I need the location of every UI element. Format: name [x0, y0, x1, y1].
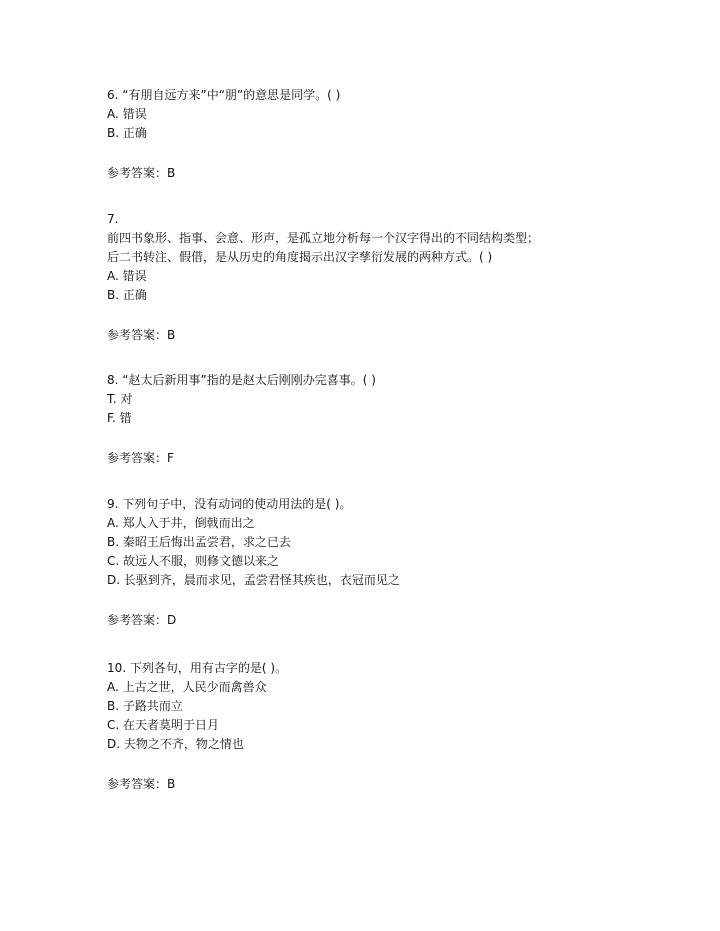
reference-answer: 参考答案：D — [107, 613, 177, 627]
reference-answer: 参考答案：B — [107, 777, 176, 791]
question-stem: 10. 下列各句，用有古字的是( )。 — [107, 661, 288, 675]
question-9 — [107, 495, 647, 630]
option-c: C. 故远人不服，则修文德以来之 — [107, 554, 280, 568]
question-stem: 8. “赵太后新用事”指的是赵太后刚刚办完喜事。( ) — [107, 373, 376, 387]
question-stem-line-1: 前四书象形、指事、会意、形声，是孤立地分析每一个汉字得出的不同结构类型； — [107, 231, 540, 245]
option-d: D. 夫物之不齐，物之情也 — [107, 737, 244, 751]
option-c: C. 在天者莫明于日月 — [107, 718, 220, 732]
question-8 — [107, 371, 647, 468]
option-b: B. 子路共而立 — [107, 699, 183, 713]
option-b: B. 正确 — [107, 288, 147, 302]
option-a: A. 郑人入于井，倒戟而出之 — [107, 516, 255, 530]
option-a: A. 错误 — [107, 107, 147, 121]
option-f: F. 错 — [107, 411, 132, 425]
reference-answer: 参考答案：B — [107, 166, 176, 180]
question-stem: 9. 下列句子中，没有动词的使动用法的是( )。 — [107, 497, 352, 511]
question-stem: 6. “有朋自远方来”中“朋”的意思是同学。( ) — [107, 88, 341, 102]
question-number: 7. — [107, 212, 119, 226]
option-b: B. 正确 — [107, 126, 147, 140]
option-b: B. 秦昭王后悔出孟尝君，求之已去 — [107, 535, 291, 549]
question-stem-line-2: 后二书转注、假借，是从历史的角度揭示出汉字孳衍发展的两种方式。( ) — [107, 250, 493, 264]
option-a: A. 错误 — [107, 269, 147, 283]
question-10 — [107, 659, 647, 794]
option-d: D. 长驱到齐，晨而求见，孟尝君怪其疾也，衣冠而见之 — [107, 573, 400, 587]
reference-answer: 参考答案：B — [107, 328, 176, 342]
reference-answer: 参考答案：F — [107, 451, 174, 465]
question-7 — [107, 210, 647, 345]
option-a: A. 上古之世，人民少而禽兽众 — [107, 680, 267, 694]
option-t: T. 对 — [107, 392, 133, 406]
question-6 — [107, 86, 647, 183]
